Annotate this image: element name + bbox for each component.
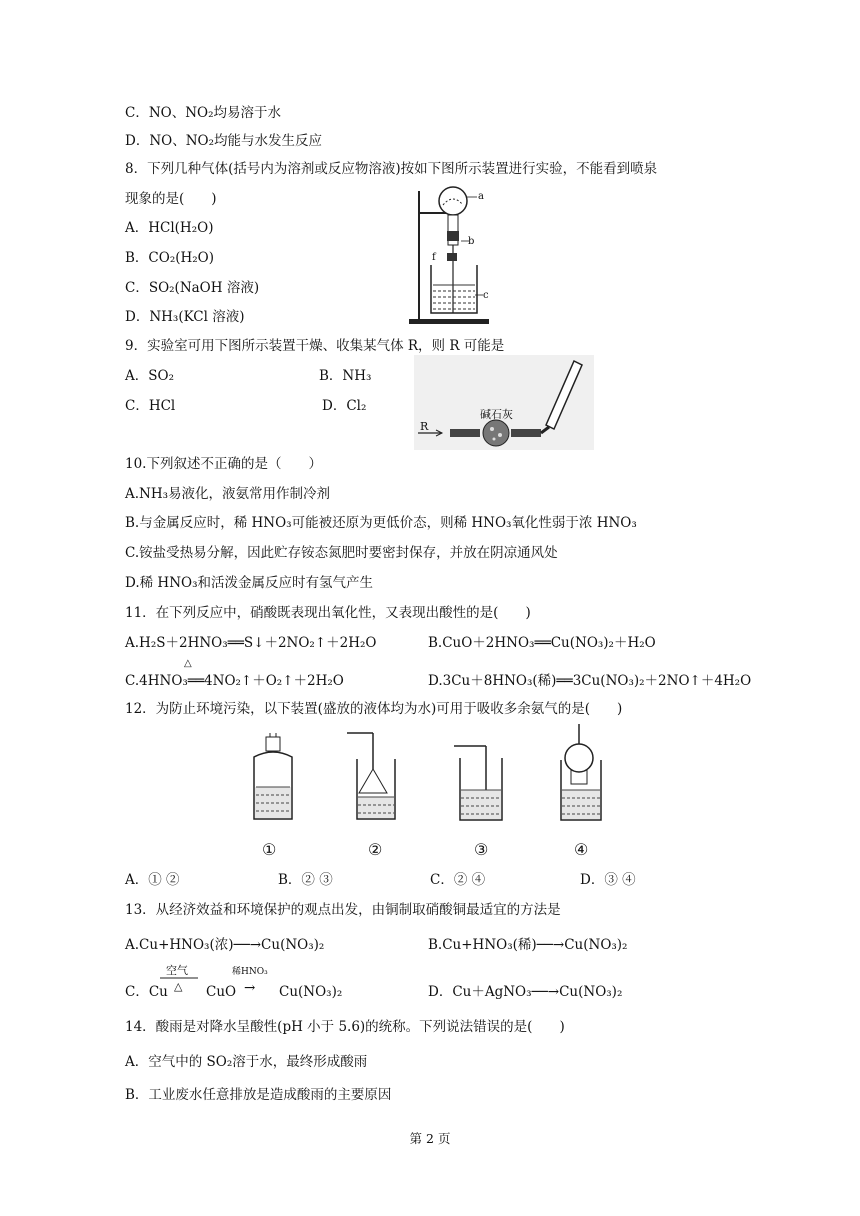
heat-label: △ [174,980,183,993]
label-a: a [478,191,484,202]
q14-option-b: B．工业废水任意排放是造成酸雨的主要原因 [125,1087,392,1103]
r-label: R [420,420,429,433]
q13-option-c-start: C．Cu [125,984,168,1000]
q10-stem: 10.下列叙述不正确的是（ ） [125,456,322,472]
lime-label: 碱石灰 [480,408,513,421]
caption-1: ① [262,840,277,859]
page-number: 第 2 页 [409,1131,451,1146]
line-c: C．NO、NO₂均易溶于水 [125,105,282,121]
q8-option-d: D．NH₃(KCl 溶液) [125,309,245,325]
q12-option-a: A．① ② [125,872,180,888]
q11-option-d: D.3Cu＋8HNO₃(稀)══3Cu(NO₃)₂＋2NO↑＋4H₂O [428,673,752,689]
caption-2: ② [368,840,383,859]
q13-option-c-arrow: → [244,980,256,996]
label-f: f [432,252,436,263]
q13-option-c-mid: CuO [206,984,237,1000]
q9-option-c: C．HCl [125,398,176,414]
q9-option-d: D．Cl₂ [322,398,367,414]
q11-option-c: C.4HNO₃══4NO₂↑＋O₂↑＋2H₂O [125,673,344,689]
q13-option-d: D．Cu＋AgNO₃──→Cu(NO₃)₂ [428,984,623,1000]
dilute-label: 稀HNO₃ [232,967,268,977]
apparatus-bulb-figure [553,724,613,824]
q8-stem-2: 现象的是( ) [125,191,217,207]
q8-stem: 8．下列几种气体(括号内为溶剂或反应物溶液)按如下图所示装置进行实验，不能看到喷泉 [125,161,658,177]
q11-option-b: B.CuO＋2HNO₃══Cu(NO₃)₂＋H₂O [428,635,656,651]
drying-tube-figure [414,355,594,450]
label-b: b [468,236,475,247]
q10-option-b: B.与金属反应时，稀 HNO₃可能被还原为更低价态，则稀 HNO₃氧化性弱于浓 HNO₃ [125,515,637,531]
q14-option-a: A．空气中的 SO₂溶于水，最终形成酸雨 [125,1054,368,1070]
q12-option-b: B．② ③ [278,872,333,888]
apparatus-tube-figure [452,742,512,824]
q12-option-c: C．② ④ [430,872,486,888]
q10-option-a: A.NH₃易液化，液氨常用作制冷剂 [125,486,331,502]
line-d: D．NO、NO₂均能与水发生反应 [125,133,322,149]
q13-option-b: B.Cu+HNO₃(稀)──→Cu(NO₃)₂ [428,937,628,953]
q9-option-a: A．SO₂ [125,368,174,384]
q10-option-d: D.稀 HNO₃和活泼金属反应时有氢气产生 [125,575,373,591]
apparatus-funnel-figure [345,729,405,824]
q12-option-d: D．③ ④ [580,872,636,888]
q11-stem: 11．在下列反应中，硝酸既表现出氧化性，又表现出酸性的是( ) [125,605,531,621]
air-label: 空气 [166,964,188,977]
label-c: c [483,290,489,301]
caption-3: ③ [474,840,489,859]
q13-option-c-end: Cu(NO₃)₂ [279,984,343,1000]
q8-option-b: B．CO₂(H₂O) [125,250,215,266]
q12-stem: 12．为防止环境污染，以下装置(盛放的液体均为水)可用于吸收多余氨气的是( ) [125,701,623,717]
q11-option-a: A.H₂S＋2HNO₃══S↓＋2NO₂↑＋2H₂O [125,635,377,651]
q13-option-a: A.Cu+HNO₃(浓)──→Cu(NO₃)₂ [125,937,325,953]
q8-option-c: C．SO₂(NaOH 溶液) [125,280,260,296]
q8-option-a: A．HCl(H₂O) [125,220,214,236]
q14-stem: 14．酸雨是对降水呈酸性(pH 小于 5.6)的统称。下列说法错误的是( ) [125,1019,565,1035]
caption-4: ④ [574,840,589,859]
q9-stem: 9．实验室可用下图所示装置干燥、收集某气体 R，则 R 可能是 [125,338,505,354]
q13-stem: 13．从经济效益和环境保护的观点出发，由铜制取硝酸铜最适宜的方法是 [125,902,561,918]
q9-option-b: B．NH₃ [319,368,372,384]
q10-option-c: C.铵盐受热易分解，因此贮存铵态氮肥时要密封保存，并放在阴凉通风处 [125,545,558,561]
apparatus-bottle-figure [248,733,298,823]
heat-mark: △ [184,658,192,669]
fountain-apparatus-figure [405,183,495,328]
